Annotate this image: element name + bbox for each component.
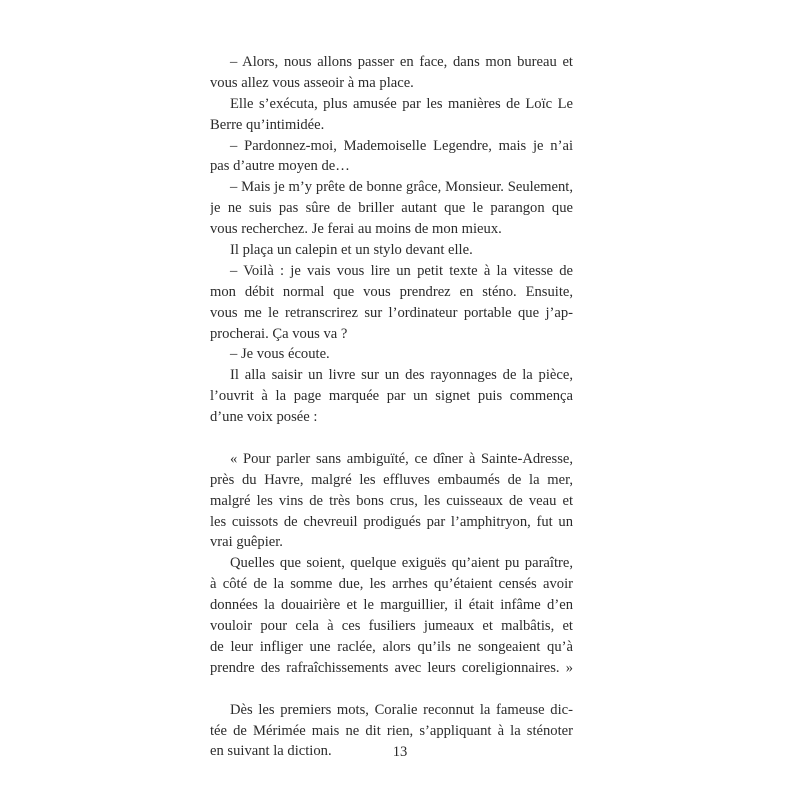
page-body-text	[210, 52, 573, 762]
text-line: de leur infliger une raclée, alors qu’ils ne songeaient qu’à	[210, 638, 573, 655]
text-line: pas d’autre moyen de…	[210, 158, 350, 175]
text-line: je ne suis pas sûre de briller autant que le parangon que	[210, 200, 573, 217]
text-line: procherai. Ça vous va ?	[210, 325, 348, 342]
text-line: Quelles que soient, quelque exiguës qu’aient pu paraître,	[230, 555, 573, 572]
text-line: vouloir pour cela à ces fusiliers jumeaux et malbâtis, et	[210, 618, 573, 635]
text-line: l’ouvrit à la page marquée par un signet puis commença	[210, 388, 573, 405]
paragraph-gap	[210, 428, 573, 449]
text-line: vous me le retranscrirez sur l’ordinateur portable que j’ap-	[210, 304, 573, 321]
text-line: données la douairière et le marguillier, il était infâme d’en	[210, 597, 573, 614]
text-line: – Alors, nous allons passer en face, dans mon bureau et	[230, 54, 573, 70]
text-line: à côté de la somme due, les arrhes qu’étaient censés avoir	[210, 576, 573, 593]
text-line: d’une voix posée :	[210, 409, 318, 426]
paragraph-gap	[210, 679, 573, 700]
text-line: vous recherchez. Je ferai au moins de mon mieux.	[210, 221, 502, 238]
text-line: – Pardonnez-moi, Mademoiselle Legendre, mais je n’ai	[230, 137, 573, 154]
text-line: vous allez vous asseoir à ma place.	[210, 74, 414, 91]
text-line: Berre qu’intimidée.	[210, 116, 325, 133]
text-line: « Pour parler sans ambiguïté, ce dîner à Sainte-Adresse,	[230, 450, 573, 467]
text-line: malgré les vins de très bons crus, les cuisseaux de veau et	[210, 492, 573, 509]
text-line: – Voilà : je vais vous lire un petit texte à la vitesse de	[230, 262, 573, 279]
text-line: mon débit normal que vous prendrez en sténo. Ensuite,	[210, 283, 573, 300]
text-line: tée de Mérimée mais ne dit rien, s’appliquant à la sténoter	[210, 722, 573, 739]
text-line: près du Havre, malgré les effluves embaumés de la mer,	[210, 471, 573, 488]
text-line: Elle s’exécuta, plus amusée par les manières de Loïc Le	[230, 95, 573, 112]
text-line: Il alla saisir un livre sur un des rayonnages de la pièce,	[230, 367, 573, 384]
text-line: Dès les premiers mots, Coralie reconnut la fameuse dic-	[230, 701, 573, 718]
text-line: les cuissots de chevreuil prodigués par l’amphitryon, fut un	[210, 513, 573, 530]
text-line: en suivant la diction.	[210, 743, 332, 760]
page-number: 13	[392, 744, 408, 760]
text-line: Il plaça un calepin et un stylo devant elle.	[230, 242, 473, 259]
text-line: – Je vous écoute.	[230, 346, 330, 363]
text-line: prendre des rafraîchissements avec leurs coreligionnaires. »	[210, 659, 573, 676]
text-line: vrai guêpier.	[210, 534, 283, 551]
text-line: – Mais je m’y prête de bonne grâce, Monsieur. Seulement,	[230, 179, 573, 196]
